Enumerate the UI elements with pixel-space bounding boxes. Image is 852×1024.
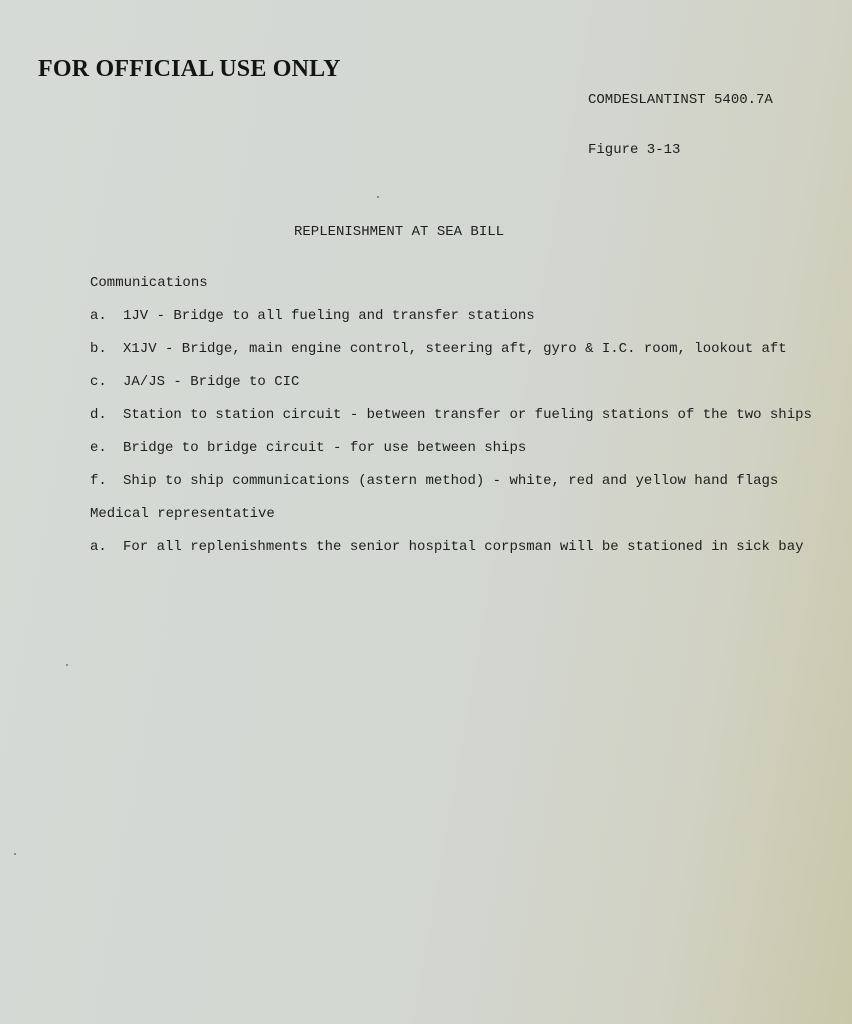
document-identifier: COMDESLANTINST 5400.7A — [588, 92, 773, 108]
figure-label: Figure 3-13 — [588, 142, 681, 158]
item-letter: a. — [90, 308, 107, 324]
paper-speck — [377, 196, 379, 198]
paper-speck — [14, 853, 16, 855]
paper-speck — [66, 664, 68, 666]
section-heading-medical: Medical representative — [90, 506, 275, 522]
list-item — [90, 407, 812, 423]
item-letter: c. — [90, 374, 107, 390]
item-text: Station to station circuit - between transfer or fueling stations of the two ships — [123, 407, 812, 423]
list-item — [90, 539, 804, 555]
item-letter: e. — [90, 440, 107, 456]
official-use-stamp: FOR OFFICIAL USE ONLY — [38, 56, 341, 82]
list-item — [90, 473, 778, 489]
item-letter: f. — [90, 473, 107, 489]
item-letter: d. — [90, 407, 107, 423]
item-text: JA/JS - Bridge to CIC — [123, 374, 300, 390]
item-text: X1JV - Bridge, main engine control, steering aft, gyro & I.C. room, lookout aft — [123, 341, 787, 357]
list-item — [90, 341, 787, 357]
item-text: Ship to ship communications (astern method) - white, red and yellow hand flags — [123, 473, 779, 489]
section-heading-communications: Communications — [90, 275, 208, 291]
item-letter: a. — [90, 539, 107, 555]
page-title: REPLENISHMENT AT SEA BILL — [294, 224, 505, 240]
item-text: Bridge to bridge circuit - for use between ships — [123, 440, 527, 456]
item-text: For all replenishments the senior hospital corpsman will be stationed in sick bay — [123, 539, 804, 555]
list-item — [90, 374, 299, 390]
list-item — [90, 308, 535, 324]
item-text: 1JV - Bridge to all fueling and transfer stations — [123, 308, 535, 324]
item-letter: b. — [90, 341, 107, 357]
list-item — [90, 440, 526, 456]
